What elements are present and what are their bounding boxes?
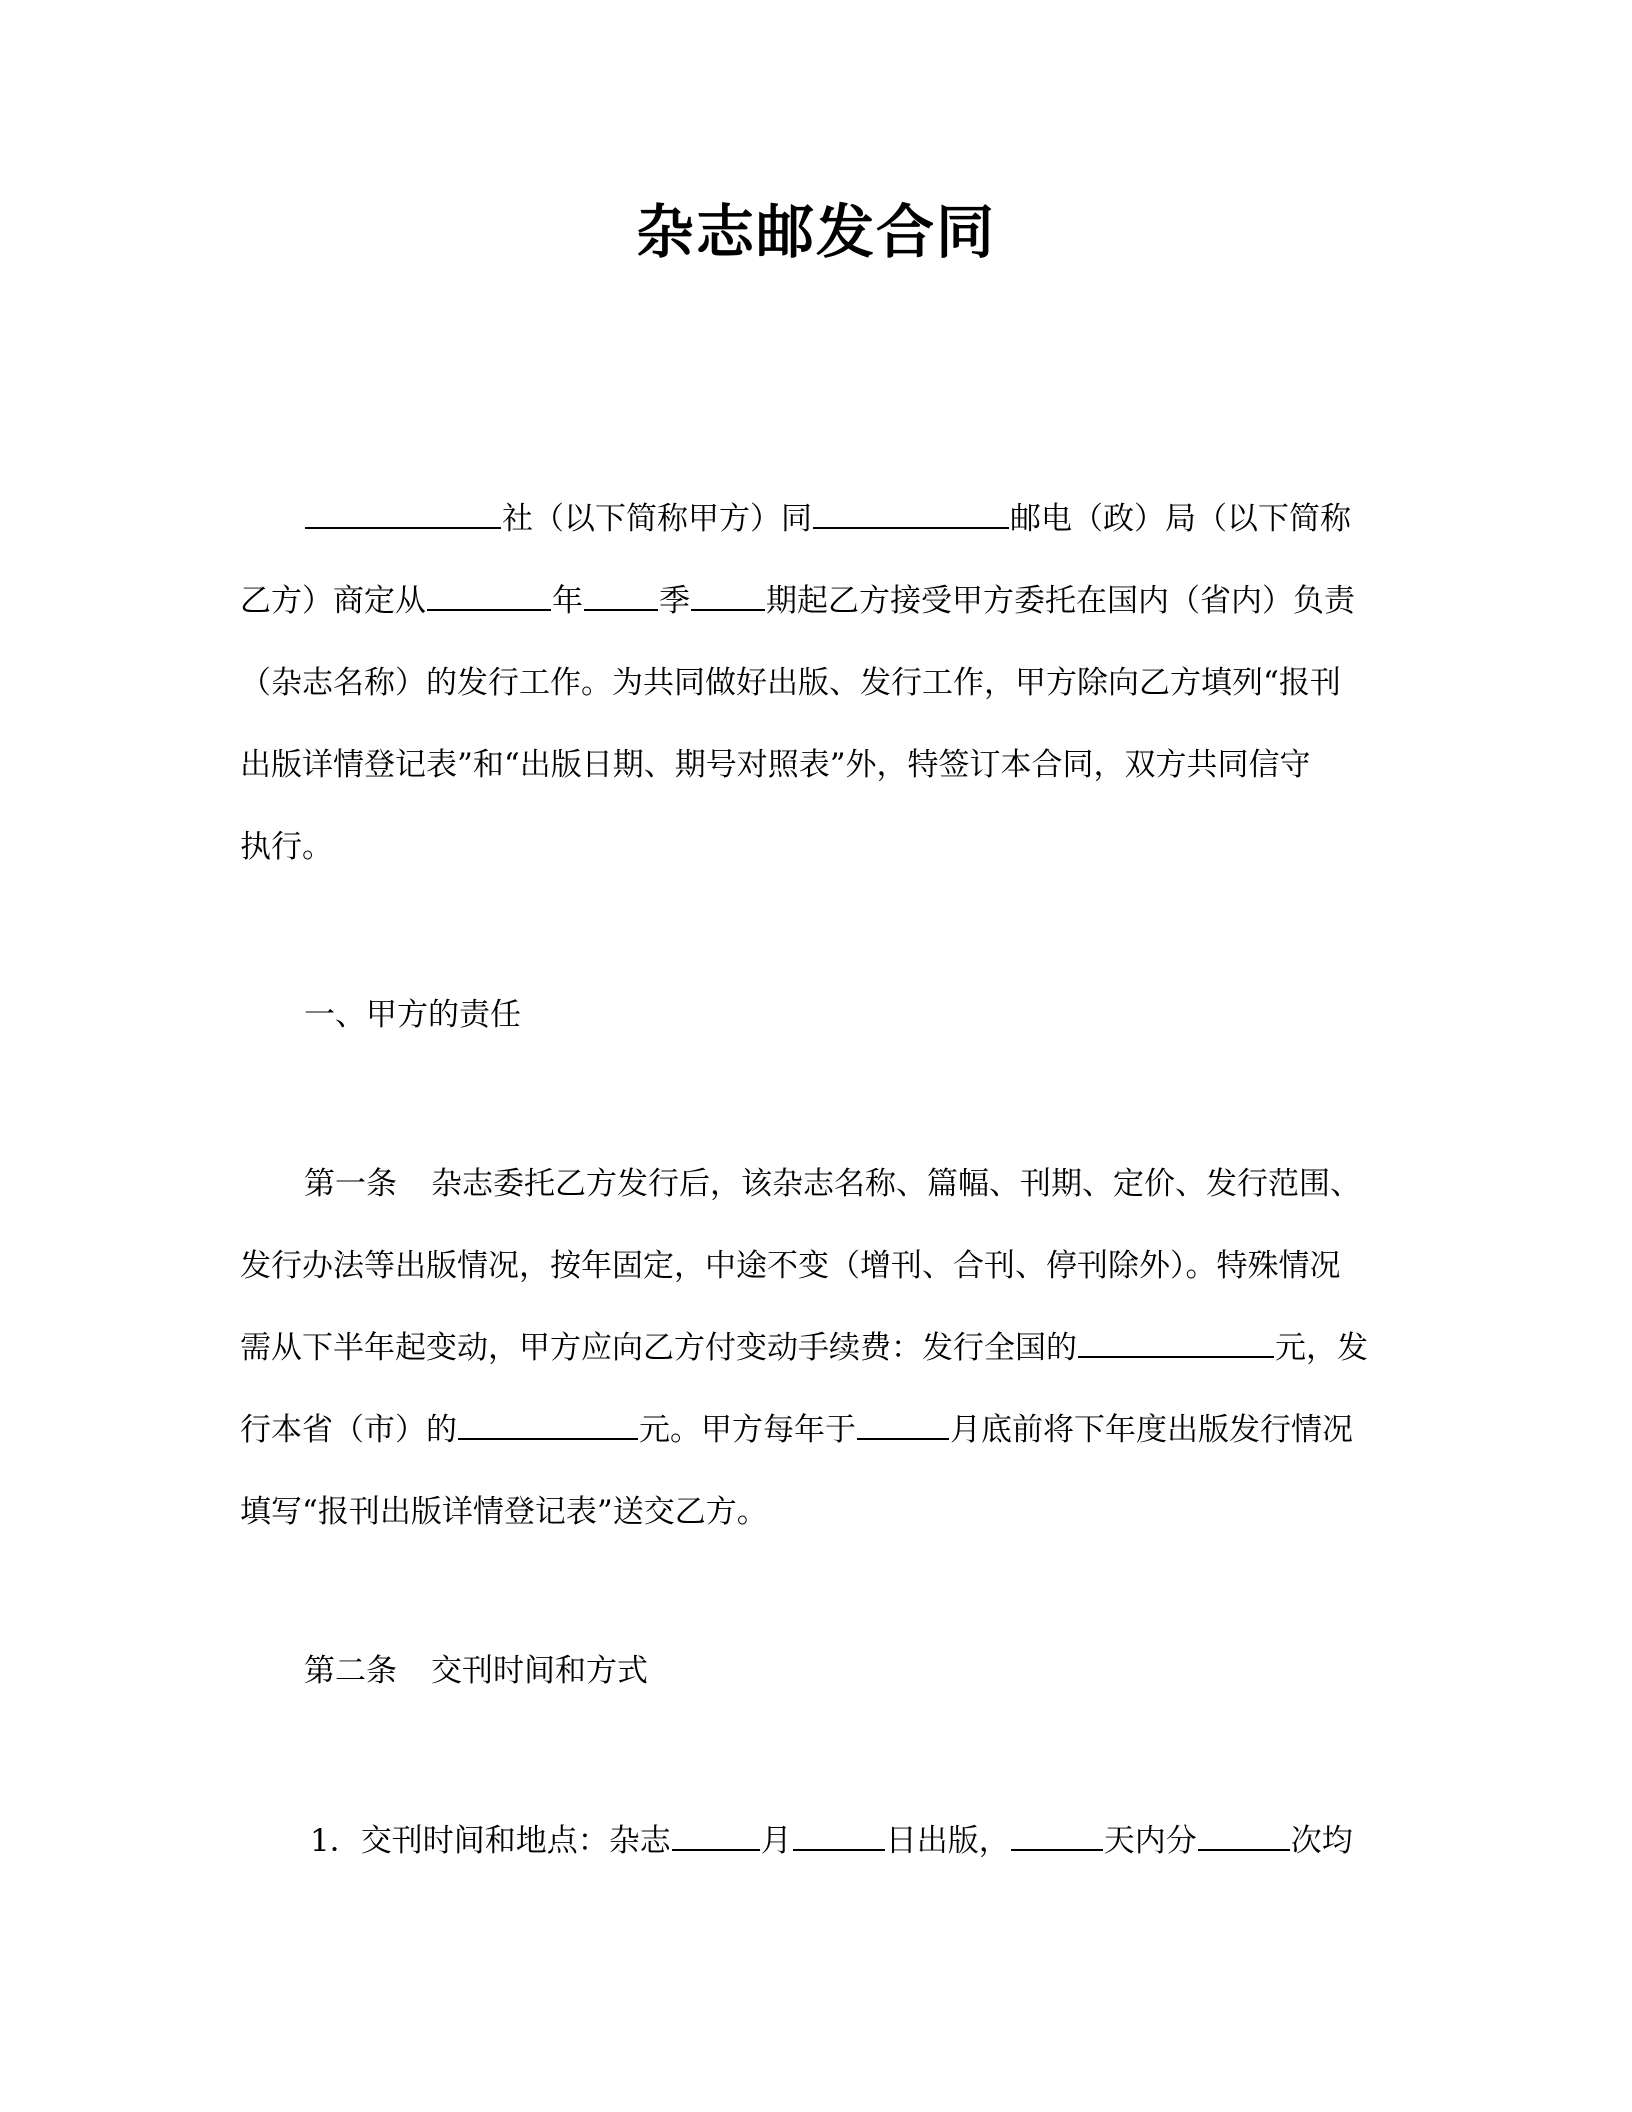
section-heading-1: 一、甲方的责任 bbox=[304, 997, 521, 1033]
blank-field[interactable] bbox=[305, 501, 501, 529]
intro-line-5: 执行。 bbox=[240, 829, 333, 865]
article-1-paragraph bbox=[240, 1143, 1380, 1553]
blank-field[interactable] bbox=[857, 1412, 949, 1440]
blank-field[interactable] bbox=[672, 1823, 760, 1851]
blank-field[interactable] bbox=[691, 583, 765, 611]
blank-field[interactable] bbox=[458, 1412, 638, 1440]
blank-field[interactable] bbox=[1011, 1823, 1103, 1851]
article-2-heading bbox=[304, 1646, 648, 1696]
intro-line-1: 社（以下简称甲方）同 邮电（政）局（以下简称 bbox=[240, 478, 1380, 560]
article-1-line-2: 发行办法等出版情况，按年固定，中途不变（增刊、合刊、停刊除外）。特殊情况 bbox=[240, 1248, 1341, 1284]
article-2-title: 交刊时间和方式 bbox=[431, 1653, 648, 1689]
article-1-line-1: 第一条 杂志委托乙方发行后，该杂志名称、篇幅、刊期、定价、发行范围、 bbox=[304, 1166, 1361, 1202]
article-2-label: 第二条 bbox=[304, 1653, 397, 1689]
article-1-label: 第一条 bbox=[304, 1166, 397, 1202]
blank-field[interactable] bbox=[813, 501, 1009, 529]
intro-line-3: （杂志名称）的发行工作。为共同做好出版、发行工作，甲方除向乙方填列“报刊 bbox=[240, 665, 1341, 701]
blank-field[interactable] bbox=[793, 1823, 885, 1851]
article-1-line-3: 需从下半年起变动，甲方应向乙方付变动手续费：发行全国的 元，发 bbox=[240, 1330, 1368, 1366]
blank-field[interactable] bbox=[1198, 1823, 1290, 1851]
item-1-line-1: 1．交刊时间和地点：杂志 月 日出版， 天内分 次均 bbox=[310, 1823, 1353, 1859]
blank-field[interactable] bbox=[584, 583, 658, 611]
article-1-line-5: 填写“报刊出版详情登记表”送交乙方。 bbox=[240, 1494, 768, 1530]
item-1-paragraph bbox=[240, 1800, 1380, 1882]
document-title: 杂志邮发合同 bbox=[635, 198, 996, 266]
blank-field[interactable] bbox=[427, 583, 551, 611]
intro-line-4: 出版详情登记表”和“出版日期、期号对照表”外，特签订本合同，双方共同信守 bbox=[240, 747, 1311, 783]
blank-field[interactable] bbox=[1078, 1330, 1274, 1358]
intro-paragraph bbox=[240, 478, 1380, 888]
intro-line-2: 乙方）商定从 年 季 期起乙方接受甲方委托在国内（省内）负责 bbox=[240, 583, 1355, 619]
article-1-line-4: 行本省（市）的 元。甲方每年于 月底前将下年度出版发行情况 bbox=[240, 1412, 1353, 1448]
